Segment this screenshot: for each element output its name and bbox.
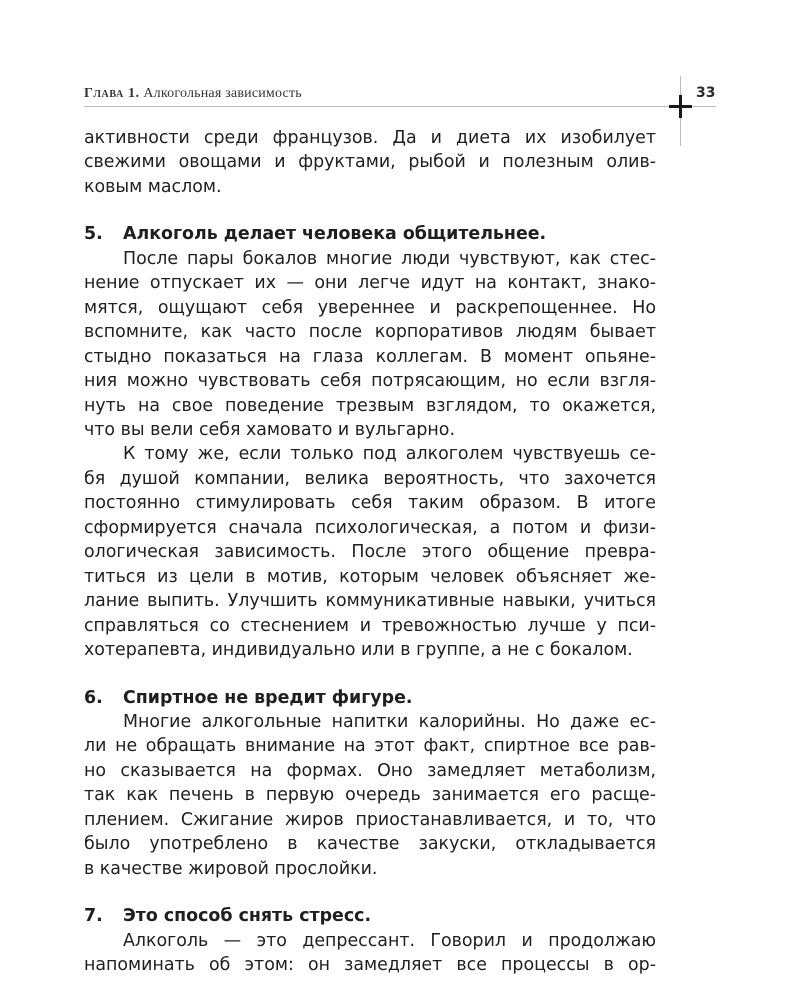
text-line: стыдно показаться на глаза коллегам. В момент опьяне- xyxy=(84,346,656,367)
section-title: Спиртное не вредит фигуре. xyxy=(123,687,413,708)
section-number: 6. xyxy=(84,687,103,708)
header-rule xyxy=(84,106,716,107)
text-line: ологическая зависимость. После этого общение превра- xyxy=(84,542,656,563)
text-line: в качестве жировой прослойки. xyxy=(84,858,378,879)
text-line: свежими овощами и фруктами, рыбой и полезным олив- xyxy=(84,152,656,173)
text-line: напоминать об этом: он замедляет все процессы в ор- xyxy=(84,955,656,976)
page-body xyxy=(84,126,656,978)
section-number: 7. xyxy=(84,906,103,927)
text-line: ния можно чувствовать себя потрясающим, но если взгля- xyxy=(84,371,656,392)
text-line: К тому же, если только под алкоголем чувствуешь се- xyxy=(123,444,656,465)
section-heading xyxy=(84,686,656,710)
registration-plus-icon xyxy=(669,95,692,118)
text-line: После пары бокалов многие люди чувствуют, как стес- xyxy=(123,248,656,269)
text-line: вспомните, как часто после корпоративов людям бывает xyxy=(84,322,656,343)
section-title: Алкоголь делает человека общительнее. xyxy=(123,224,547,245)
text-line: постоянно стимулировать себя таким образом. В итоге xyxy=(84,493,656,514)
text-line: хотерапевта, индивидуально или в группе, а не с бокалом. xyxy=(84,640,633,661)
section-heading xyxy=(84,904,656,928)
running-head xyxy=(84,86,302,102)
text-line: титься из цели в мотив, которым человек объясняет же- xyxy=(84,566,656,587)
section-number: 5. xyxy=(84,224,103,245)
section-heading xyxy=(84,222,656,246)
text-line: Алкоголь — это депрессант. Говорил и продолжаю xyxy=(123,930,656,951)
chapter-label: Глава 1. xyxy=(84,86,140,101)
text-line: справляться со стеснением и тревожностью лучше у пси- xyxy=(84,615,656,636)
text-line: так как печень в первую очередь занимается его расще- xyxy=(84,785,656,806)
text-line: нуть на свое поведение трезвым взглядом, то окажется, xyxy=(84,395,656,416)
text-line: мятся, ощущают себя увереннее и раскрепощеннее. Но xyxy=(84,297,656,318)
text-line: нение отпускает их — они легче идут на контакт, знако- xyxy=(84,273,656,294)
text-line: активности среди французов. Да и диета их изобилует xyxy=(84,128,656,148)
text-line: но сказывается на формах. Оно замедляет метаболизм, xyxy=(84,760,656,781)
text-line: что вы вели себя хамовато и вульгарно. xyxy=(84,419,455,440)
text-line: ли не обращать внимание на этот факт, спиртное все рав- xyxy=(84,736,656,757)
chapter-title: Алкогольная зависимость xyxy=(143,86,302,101)
text-line: плением. Сжигание жиров приостанавливается, и то, что xyxy=(84,809,656,830)
text-line: лание выпить. Улучшить коммуникативные навыки, учиться xyxy=(84,591,656,612)
text-line: бя душой компании, велика вероятность, что захочется xyxy=(84,468,656,489)
text-line: сформируется сначала психологическая, а потом и физи- xyxy=(84,517,656,538)
text-line: было употреблено в качестве закуски, откладывается xyxy=(84,834,656,855)
page-number: 33 xyxy=(696,85,716,101)
section-title: Это способ снять стресс. xyxy=(123,906,372,927)
text-line: Многие алкогольные напитки калорийны. Но даже ес- xyxy=(123,711,656,732)
text-line: ковым маслом. xyxy=(84,176,222,197)
